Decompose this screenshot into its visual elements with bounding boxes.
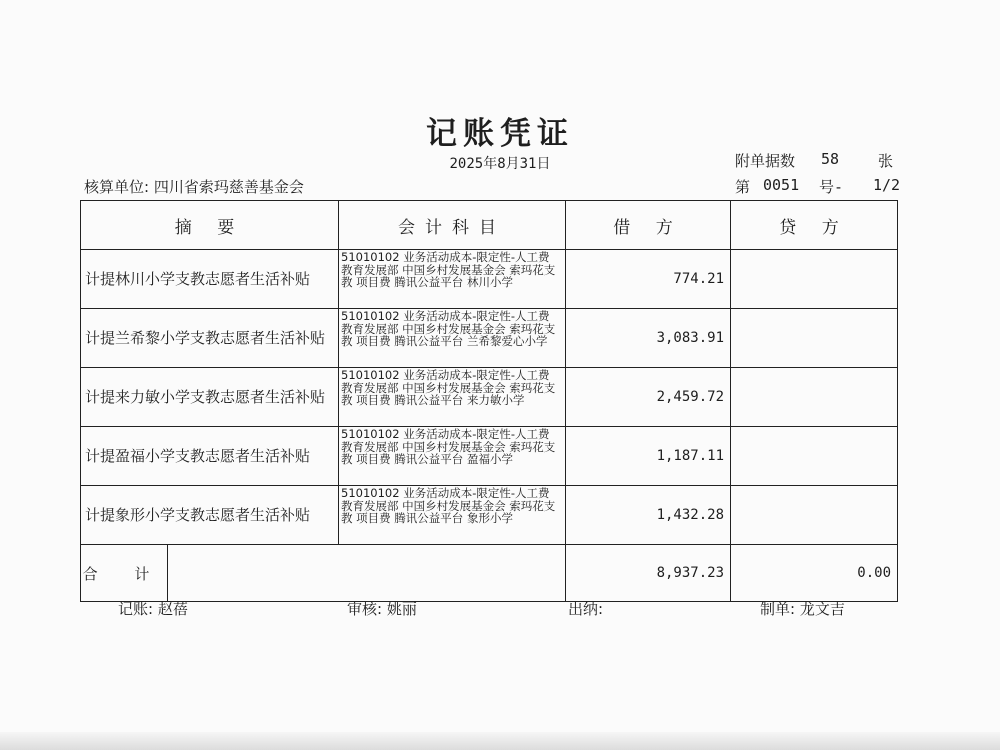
total-label: 合 计 [81, 545, 168, 602]
table-header-row [81, 201, 898, 250]
preparer-label: 制单: [760, 600, 796, 618]
row-credit [731, 427, 898, 486]
table-row [81, 368, 898, 427]
voucher-page: 1/2 [873, 176, 901, 194]
attachments-label: 附单据数 [735, 152, 796, 170]
auditor-label: 审核: [347, 600, 383, 618]
row-summary: 计提象形小学支教志愿者生活补贴 [81, 486, 339, 545]
total-debit: 8,937.23 [566, 545, 731, 602]
cashier-label: 出纳: [568, 600, 604, 618]
auditor-name: 姚丽 [386, 600, 417, 618]
row-summary: 计提林川小学支教志愿者生活补贴 [81, 250, 339, 309]
cashier [568, 598, 603, 619]
table-row [81, 250, 898, 309]
row-credit [731, 309, 898, 368]
row-credit [731, 486, 898, 545]
voucher-number-prefix: 第 [735, 178, 751, 196]
total-credit: 0.00 [731, 545, 898, 602]
accounting-unit-label: 核算单位: [84, 178, 150, 196]
auditor [347, 598, 417, 619]
row-credit [731, 250, 898, 309]
voucher-number-value: 0051 [763, 176, 800, 194]
row-summary: 计提盈福小学支教志愿者生活补贴 [81, 427, 339, 486]
row-account: 51010102 业务活动成本-限定性-人工费 教育发展部 中国乡村发展基金会 索玛花支教 项目费 腾讯公益平台 兰希黎爱心小学 [339, 309, 566, 368]
row-debit: 774.21 [566, 250, 731, 309]
voucher-title: 记账凭证 [426, 116, 574, 152]
header-account: 会计科目 [339, 201, 566, 250]
row-account: 51010102 业务活动成本-限定性-人工费 教育发展部 中国乡村发展基金会 索玛花支教 项目费 腾讯公益平台 象形小学 [339, 486, 566, 545]
page-bottom-edge [0, 732, 1000, 750]
row-debit: 3,083.91 [566, 309, 731, 368]
row-account: 51010102 业务活动成本-限定性-人工费 教育发展部 中国乡村发展基金会 索玛花支教 项目费 腾讯公益平台 林川小学 [339, 250, 566, 309]
total-blank [168, 545, 566, 602]
bookkeeper-label: 记账: [118, 600, 154, 618]
voucher-date: 2025年8月31日 [449, 156, 551, 172]
bookkeeper-name: 赵蓓 [157, 600, 188, 618]
table-row [81, 486, 898, 545]
row-debit: 2,459.72 [566, 368, 731, 427]
header-summary: 摘 要 [81, 201, 339, 250]
attachments-unit: 张 [878, 152, 894, 170]
accounting-unit-name: 四川省索玛慈善基金会 [153, 178, 304, 196]
bookkeeper [118, 598, 188, 619]
preparer-name: 龙文吉 [799, 600, 845, 618]
accounting-unit [84, 176, 304, 197]
row-debit: 1,432.28 [566, 486, 731, 545]
preparer [760, 598, 845, 619]
header-debit: 借 方 [566, 201, 731, 250]
attachments-count [735, 150, 900, 171]
row-account: 51010102 业务活动成本-限定性-人工费 教育发展部 中国乡村发展基金会 索玛花支教 项目费 腾讯公益平台 来力敏小学 [339, 368, 566, 427]
total-row [81, 545, 898, 602]
voucher-number-suffix: 号- [819, 178, 844, 196]
row-summary: 计提兰希黎小学支教志愿者生活补贴 [81, 309, 339, 368]
row-credit [731, 368, 898, 427]
table-row [81, 309, 898, 368]
row-summary: 计提来力敏小学支教志愿者生活补贴 [81, 368, 339, 427]
row-account: 51010102 业务活动成本-限定性-人工费 教育发展部 中国乡村发展基金会 索玛花支教 项目费 腾讯公益平台 盈福小学 [339, 427, 566, 486]
row-debit: 1,187.11 [566, 427, 731, 486]
voucher-table [80, 200, 898, 602]
attachments-number: 58 [821, 150, 840, 168]
header-credit: 贷 方 [731, 201, 898, 250]
table-row [81, 427, 898, 486]
